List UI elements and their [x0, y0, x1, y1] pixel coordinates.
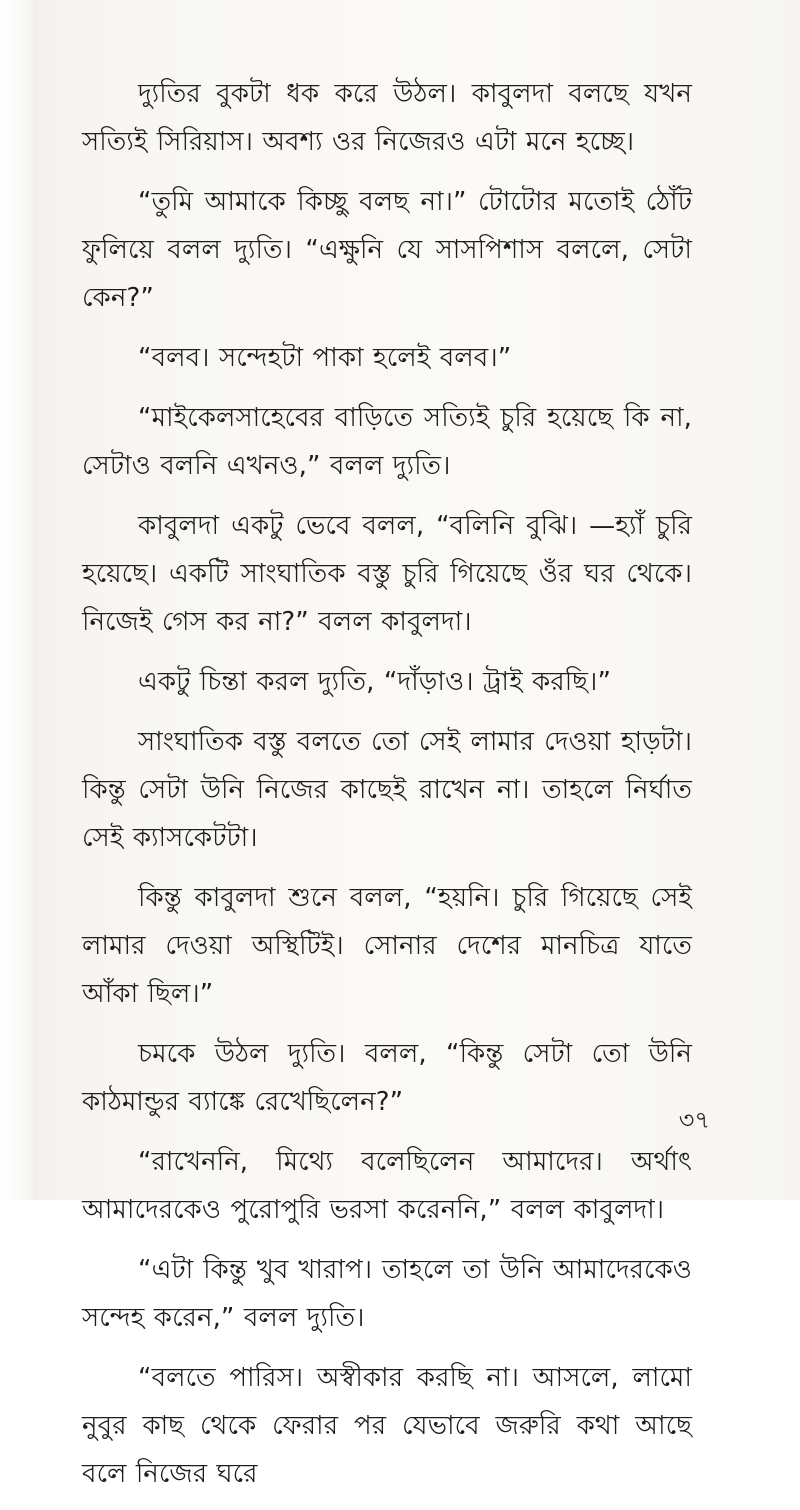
paragraph-7: সাংঘাতিক বস্তু বলতে তো সেই লামার দেওয়া হাড়টা। কিন্তু সেটা উনি নিজের কাছেই রাখেন না। তাহলে নির্ঘাত সেই ক্যাসকেটটা।: [82, 727, 692, 853]
page-left-margin: [0, 0, 38, 1200]
paragraph-12: “বলতে পারিস। অস্বীকার করছি না। আসলে, লামো নুবুর কাছ থেকে ফেরার পর যেভাবে জরুরি কথা আছে বলে নিজের ঘরে: [82, 1363, 692, 1489]
paragraph-6: একটু চিন্তা করল দ্যুতি, “দাঁড়াও। ট্রাই করছি।”: [138, 667, 612, 697]
paragraph-8: কিন্তু কাবুলদা শুনে বলল, “হয়নি। চুরি গিয়েছে সেই লামার দেওয়া অস্থিটিই। সোনার দেশের মানচিত্র যাতে আঁকা ছিল।”: [82, 883, 692, 1009]
paragraph-5: কাবুলদা একটু ভেবে বলল, “বলিনি বুঝি। —হ্যাঁ চুরি হয়েছে। একটি সাংঘাতিক বস্তু চুরি গিয়েছে ওঁর ঘর থেকে। নিজেই গেস কর না?” বলল কাবুলদা।: [82, 511, 692, 637]
paragraph-1: দ্যুতির বুকটা ধক করে উঠল। কাবুলদা বলছে যখন সত্যিই সিরিয়াস। অবশ্য ওর নিজেরও এটা মনে হচ্ছে।: [82, 79, 692, 157]
paragraph-3: “বলব। সন্দেহটা পাকা হলেই বলব।”: [138, 343, 512, 373]
page-text-block: [82, 70, 692, 1510]
page-number: ৩৭: [678, 1106, 710, 1134]
paragraph-2: “তুমি আমাকে কিচ্ছু বলছ না।” টোটোর মতোই ঠোঁট ফুলিয়ে বলল দ্যুতি। “এক্ষুনি যে সাসপিশাস বললে, সেটা কেন?”: [82, 187, 692, 313]
paragraph-4: “মাইকেলসাহেবের বাড়িতে সত্যিই চুরি হয়েছে কি না, সেটাও বলনি এখনও,” বলল দ্যুতি।: [82, 403, 692, 481]
paragraph-10: “রাখেননি, মিথ্যে বলেছিলেন আমাদের। অর্থাৎ আমাদেরকেও পুরোপুরি ভরসা করেননি,” বলল কাবুলদা।: [82, 1147, 692, 1225]
paragraph-9: চমকে উঠল দ্যুতি। বলল, “কিন্তু সেটা তো উনি কাঠমান্ডুর ব্যাঙ্কে রেখেছিলেন?”: [82, 1039, 692, 1117]
paragraph-11: “এটা কিন্তু খুব খারাপ। তাহলে তা উনি আমাদেরকেও সন্দেহ করেন,” বলল দ্যুতি।: [82, 1255, 692, 1333]
